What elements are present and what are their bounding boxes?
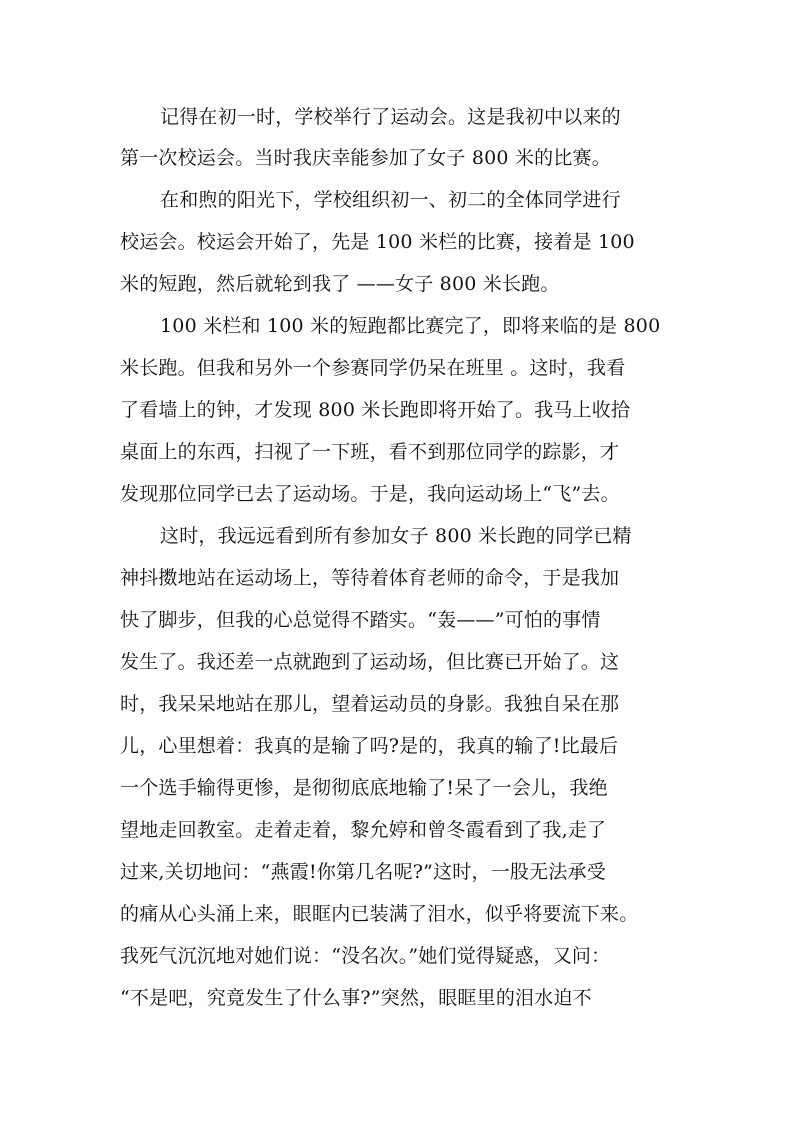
text-line: 发现那位同学已去了运动场。于是，我向运动场上“飞”去。: [120, 483, 620, 505]
text-line: 快了脚步，但我的心总觉得不踏实。“轰——”可怕的事情: [120, 609, 601, 631]
text-line: 一个选手输得更惨，是彻彻底底地输了!呆了一会儿，我绝: [120, 777, 608, 799]
text-line: 米长跑。但我和另外一个参赛同学仍呆在班里 。这时，我看: [120, 357, 626, 379]
text-line: 我死气沉沉地对她们说：“没名次。”她们觉得疑惑，又问：: [120, 945, 611, 967]
text-line: 儿，心里想着：我真的是输了吗?是的，我真的输了!比最后: [120, 735, 619, 757]
text-line: 桌面上的东西，扫视了一下班，看不到那位同学的踪影，才: [120, 441, 620, 463]
text-line: “不是吧，究竟发生了什么事?”突然，眼眶里的泪水迫不: [120, 987, 592, 1009]
text-line: 校运会。校运会开始了，先是 100 米栏的比赛，接着是 100: [120, 231, 635, 253]
text-line: 时，我呆呆地站在那儿，望着运动员的身影。我独自呆在那: [120, 693, 620, 715]
text-line: 米的短跑，然后就轮到我了 ——女子 800 米长跑。: [120, 273, 560, 295]
text-line: 这时，我远远看到所有参加女子 800 米长跑的同学已精: [160, 525, 632, 547]
text-line: 过来,关切地问：“燕霞!你第几名呢?”这时，一股无法承受: [120, 861, 606, 883]
text-line: 望地走回教室。走着走着，黎允婷和曾冬霞看到了我,走了: [120, 819, 607, 841]
text-line: 神抖擞地站在运动场上，等待着体育老师的命令，于是我加: [120, 567, 620, 589]
text-line: 记得在初一时，学校举行了运动会。这是我初中以来的: [160, 106, 621, 128]
text-line: 100 米栏和 100 米的短跑都比赛完了，即将来临的是 800: [160, 315, 661, 337]
text-line: 了看墙上的钟，才发现 800 米长跑即将开始了。我马上收拾: [120, 399, 631, 421]
text-line: 在和煦的阳光下，学校组织初一、初二的全体同学进行: [160, 189, 621, 211]
text-line: 发生了。我还差一点就跑到了运动场，但比赛已开始了。这: [120, 651, 620, 673]
text-line: 第一次校运会。当时我庆幸能参加了女子 800 米的比赛。: [120, 147, 611, 169]
text-line: 的痛从心头涌上来，眼眶内已装满了泪水，似乎将要流下来。: [120, 903, 639, 925]
